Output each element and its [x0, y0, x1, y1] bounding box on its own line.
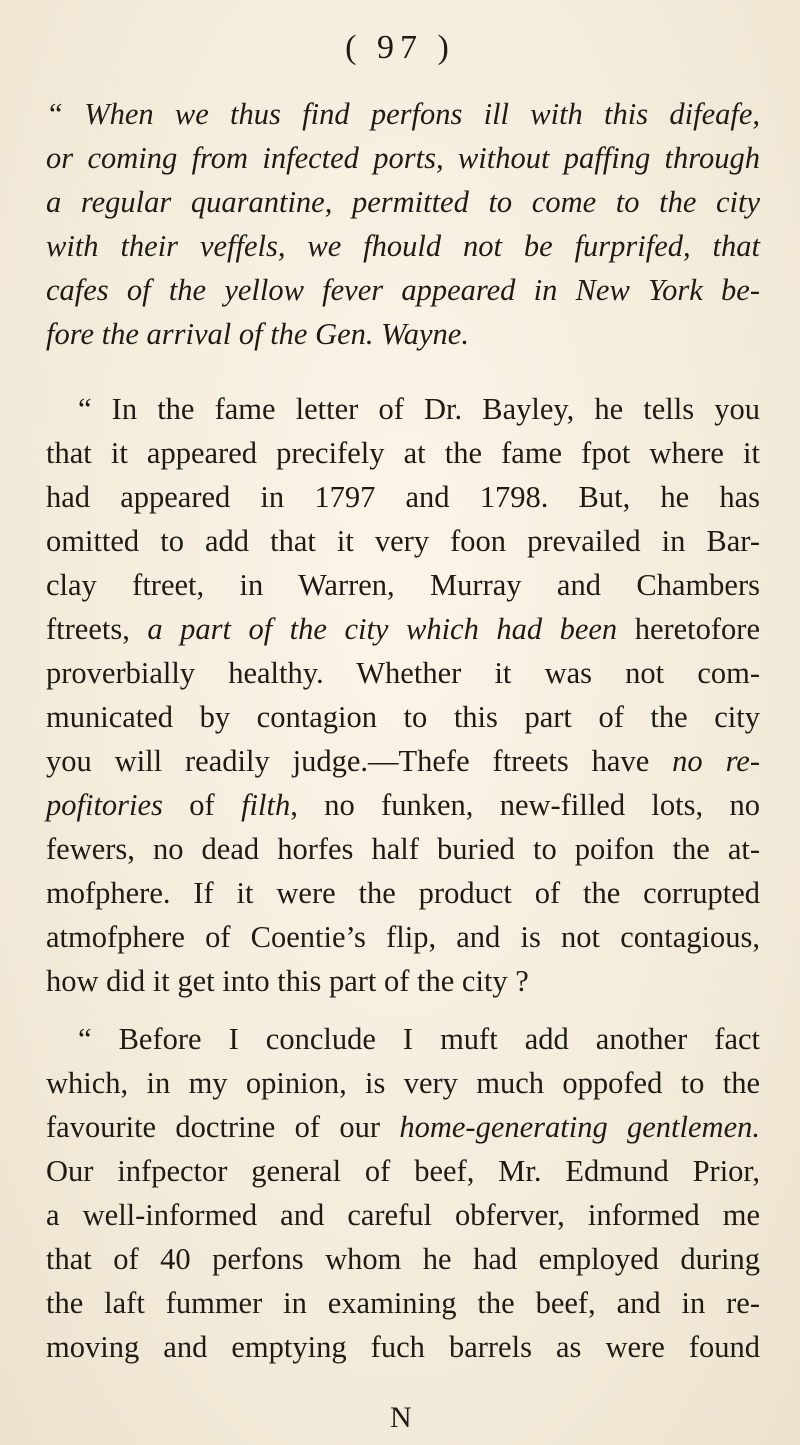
italic-phrase: filth [241, 788, 291, 822]
text-line: a well-informed and careful obferver, informed me [46, 1198, 760, 1232]
text-run: , no funken, new-filled lots, no [290, 788, 760, 822]
text-line: that it appeared precifely at the fame fpot where it [46, 436, 760, 470]
text-line: with their veffels, we fhould not be furprifed, that [46, 229, 760, 263]
text-line: proverbially healthy. Whether it was not com- [46, 656, 760, 690]
italic-phrase: a part of the city which had been [147, 612, 618, 646]
italic-phrase: home-generating gentlemen. [399, 1110, 760, 1144]
text-line [46, 1105, 760, 1149]
text-line: omitted to add that it very foon prevailed in Bar- [46, 524, 760, 558]
text-line: “ Before I conclude I muft add another fact [78, 1022, 760, 1056]
paragraph-3 [46, 1017, 760, 1369]
text-line: how did it get into this part of the city ? [46, 964, 529, 998]
text-line [46, 783, 760, 827]
text-run: ftreets, [46, 612, 148, 646]
text-line: clay ftreet, in Warren, Murray and Chambers [46, 568, 760, 602]
text-run: favourite doctrine of our [46, 1110, 400, 1144]
text-line: “ In the fame letter of Dr. Bayley, he tells you [78, 392, 760, 426]
text-line [46, 607, 760, 651]
italic-phrase: pofitories [46, 788, 163, 822]
text-run: of [162, 788, 242, 822]
text-line: or coming from infected ports, without paffing through [46, 141, 760, 175]
text-line [46, 739, 760, 783]
text-run: you will readily judge.—Thefe ftreets have [46, 744, 673, 778]
text-line: Our infpector general of beef, Mr. Edmund Prior, [46, 1154, 760, 1188]
text-line: atmofphere of Coentie’s flip, and is not contagious, [46, 920, 760, 954]
paragraph-2 [46, 387, 760, 1003]
text-run: heretofore [617, 612, 761, 646]
text-line: “ When we thus find perfons ill with this difeafe, [46, 97, 760, 131]
text-line: cafes of the yellow fever appeared in New York be- [46, 273, 760, 307]
text-line: mofphere. If it were the product of the corrupted [46, 876, 760, 910]
text-line: moving and emptying fuch barrels as were found [46, 1330, 760, 1364]
text-line: which, in my opinion, is very much oppofed to the [46, 1066, 760, 1100]
page-number: ( 97 ) [345, 29, 455, 66]
text-line: a regular quarantine, permitted to come to the city [46, 185, 760, 219]
text-line: fore the arrival of the Gen. Wayne. [46, 317, 469, 351]
text-line: fewers, no dead horfes half buried to poifon the at- [46, 832, 760, 866]
text-line: that of 40 perfons whom he had employed during [46, 1242, 760, 1276]
text-line: had appeared in 1797 and 1798. But, he has [46, 480, 760, 514]
italic-phrase: no re- [672, 744, 761, 778]
signature-mark: N [390, 1401, 412, 1434]
paragraph-1 [46, 92, 760, 356]
text-line: the laft fummer in examining the beef, and in re- [46, 1286, 760, 1320]
text-line: municated by contagion to this part of the city [46, 700, 760, 734]
